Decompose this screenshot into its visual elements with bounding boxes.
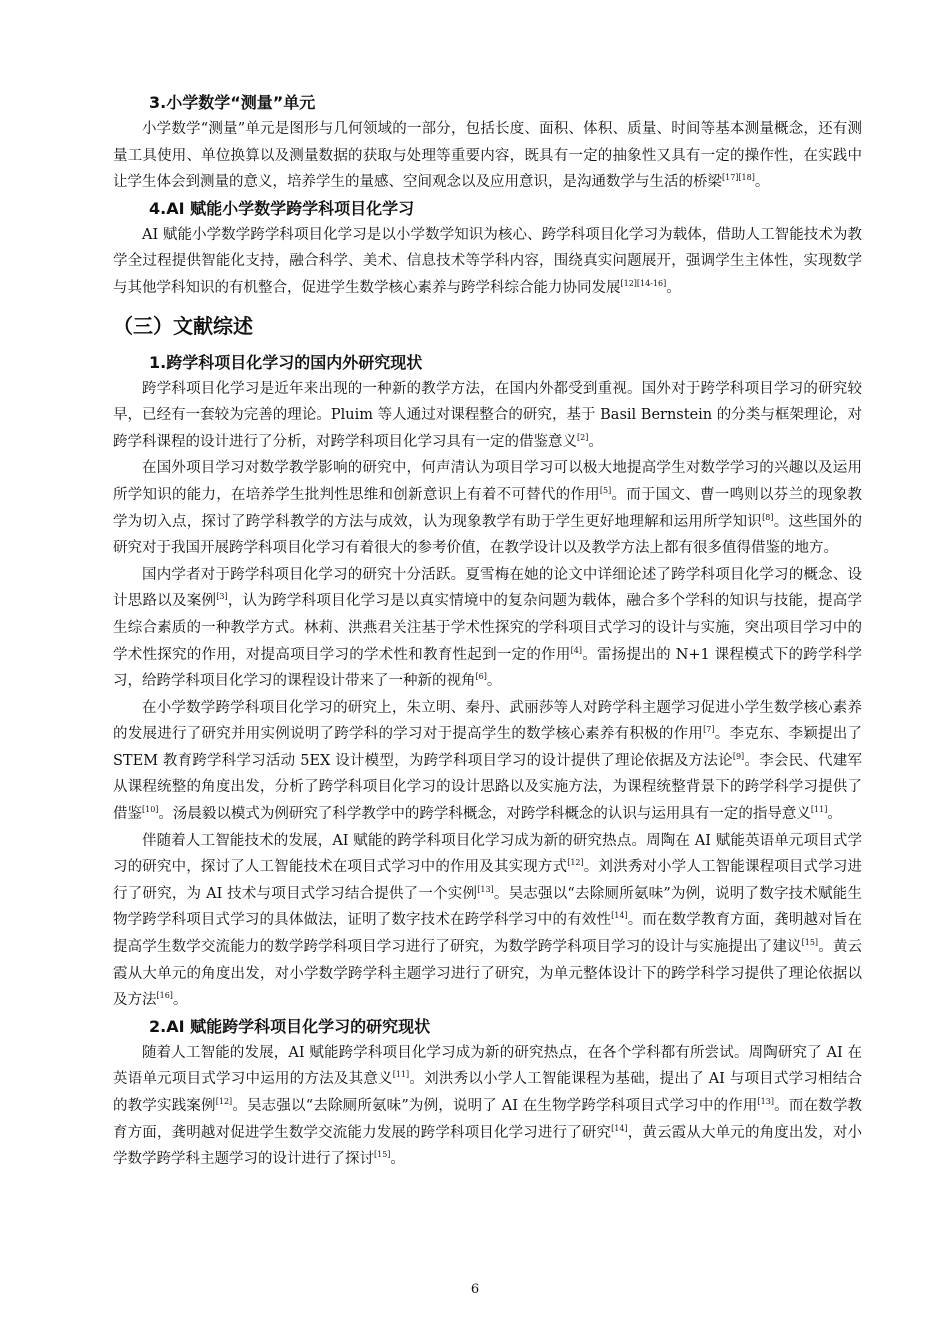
citation-marker: [14] bbox=[611, 1123, 628, 1133]
citation-marker: [15] bbox=[374, 1150, 391, 1160]
text-run: 。李克东、李颖提出了 STEM 教育跨学科学习活动 5EX 设计模型，为跨学科项目学习的设计提供了理论依据及方法论 bbox=[113, 726, 862, 769]
text-run: 。 bbox=[486, 673, 502, 690]
citation-marker: [11] bbox=[392, 1070, 410, 1080]
text-run: AI 赋能小学数学跨学科项目化学习是以小学数学知识为核心、跨学科项目化学习为载体，借助人工智能技术为教学全过程提供智能化支持，融合科学、美术、信息技术等学科内容，围绕真实问题展开，强调学生主体性，实现数学与其他学科知识的有机整合，促进学生数学核心素养与跨学科综合能力协同发展 bbox=[113, 226, 862, 296]
page-content bbox=[113, 90, 862, 1173]
text-run: 。黄云霞从大单元的角度出发，对小学数学跨学科主题学习进行了研究，为单元整体设计下的跨学科学习提供了理论依据以及方法 bbox=[113, 939, 863, 1009]
text-run: 。刘洪秀以小学人工智能课程为基础，提出了 AI 与项目式学习相结合的教学实践案例 bbox=[113, 1071, 863, 1114]
page-number: 6 bbox=[470, 1282, 480, 1297]
text-run: 在小学数学跨学科项目化学习的研究上，朱立明、秦丹、武丽莎等人对跨学科主题学习促进小学生数学核心素养的发展进行了研究并用实例说明了跨学科的学习对于提高学生的数学核心素养有积极的作用 bbox=[113, 699, 862, 743]
citation-marker: [6] bbox=[475, 672, 487, 682]
text-run: 。李会民、代建军从课程统整的角度出发，分析了跨学科项目化学习的设计思路以及实施方法，为课程统整背景下的跨学科学习提供了借鉴 bbox=[113, 752, 863, 823]
body-paragraph bbox=[113, 562, 862, 695]
text-run: ，认为跨学科项目化学习是以真实情境中的复杂问题为载体，融合多个学科的知识与技能，提高学生综合素质的一种教学方式。林莉、洪燕君关注基于学术性探究的学科项目式学习的设计与实施，突出项目学习中的学术性探究的作用，对提高项目学习的学术性和教育性起到一定的作用 bbox=[113, 593, 863, 663]
citation-marker: [15] bbox=[801, 938, 819, 948]
text-run: 小学数学“测量”单元是图形与几何领域的一部分，包括长度、面积、体积、质量、时间等基本测量概念，还有测量工具使用、单位换算以及测量数据的获取与处理等重要内容，既具有一定的抽象性又具有一定的操作性，在实践中让学生体会到测量的意义，培养学生的量感、空间观念以及应用意识，是沟通数学与生活的桥梁 bbox=[113, 121, 862, 191]
body-paragraph bbox=[113, 116, 862, 196]
citation-marker: [16] bbox=[156, 991, 173, 1001]
citation-marker: [9] bbox=[732, 751, 745, 761]
body-paragraph bbox=[113, 828, 862, 1014]
text-run: 。 bbox=[754, 174, 770, 191]
body-paragraph bbox=[113, 376, 862, 456]
text-run: 。雷扬提出的 N+1 课程模式下的跨学科学习，给跨学科项目化学习的课程设计带来了一种新的视角 bbox=[113, 646, 863, 690]
citation-marker: [10] bbox=[142, 805, 159, 815]
text-run: 。这些国外的研究对于我国开展跨学科项目化学习有着很大的参考价值，在教学设计以及教学方法上都有很多值得借鉴的地方。 bbox=[113, 513, 863, 557]
citation-marker: [3] bbox=[216, 592, 228, 602]
citation-marker: [11] bbox=[810, 805, 828, 815]
text-run: 。吴志强以“去除厕所氨味”为例，说明了数字技术赋能生物学跨学科项目式学习的具体做法，证明了数字技术在跨学科学习中的有效性 bbox=[113, 885, 863, 929]
text-run: 。 bbox=[666, 279, 681, 296]
body-paragraph bbox=[113, 455, 862, 561]
text-run: 。刘洪秀对小学人工智能课程项目式学习进行了研究，为 AI 技术与项目式学习结合提供了一个实例 bbox=[113, 859, 863, 902]
text-run: 。 bbox=[172, 992, 188, 1009]
citation-marker: [2] bbox=[577, 432, 589, 442]
citation-marker: [5] bbox=[599, 485, 612, 495]
text-run: 跨学科项目化学习是近年来出现的一种新的教学方法，在国内外都受到重视。国外对于跨学科项目学习的研究较早，已经有一套较为完善的理论。Pluim 等人通过对课程整合的研究，基于 Basil Bernstein 的分类与框架理论，对跨学科课程的设计进行了分析，对跨学科项目化学习具有一定的借鉴意义 bbox=[113, 380, 862, 450]
citation-marker: [17][18] bbox=[722, 173, 755, 183]
citation-marker: [8] bbox=[762, 512, 774, 522]
text-run: 在国外项目学习对数学教学影响的研究中，何声清认为项目学习可以极大地提高学生对数学学习的兴趣以及运用所学知识的能力，在培养学生批判性思维和创新意识上有着不可替代的作用 bbox=[113, 460, 862, 503]
text-run: 。而于国文、曹一鸣则以芬兰的现象教学为切入点，探讨了跨学科教学的方法与成效，认为现象教学有助于学生更好地理解和运用所学知识 bbox=[113, 486, 863, 530]
text-run: 。吴志强以“去除厕所氨味”为例，说明了 AI 在生物学跨学科项目式学习中的作用 bbox=[232, 1098, 758, 1114]
text-run: 。 bbox=[588, 433, 603, 450]
body-paragraph bbox=[113, 222, 862, 302]
section-heading: 4.AI 赋能小学数学跨学科项目化学习 bbox=[149, 198, 415, 218]
text-run: 。汤晨毅以模式为例研究了科学教学中的跨学科概念，对跨学科概念的认识与运用具有一定的指导意义 bbox=[158, 806, 811, 823]
section-heading: 3.小学数学“测量”单元 bbox=[149, 93, 316, 112]
text-run: 伴随着人工智能技术的发展，AI 赋能的跨学科项目化学习成为新的研究热点。周陶在 AI 赋能英语单元项目式学习的研究中，探讨了人工智能技术在项目式学习中的作用及其实现方式 bbox=[113, 832, 862, 876]
text-run: 国内学者对于跨学科项目化学习的研究十分活跃。夏雪梅在她的论文中详细论述了跨学科项目化学习的概念、设计思路以及案例 bbox=[113, 566, 862, 610]
section-heading: 1.跨学科项目化学习的国内外研究现状 bbox=[149, 352, 423, 372]
citation-marker: [12] bbox=[215, 1097, 233, 1106]
body-paragraph bbox=[113, 695, 862, 828]
text-run: 。 bbox=[390, 1151, 405, 1168]
text-run: 。 bbox=[827, 806, 842, 823]
citation-marker: [4] bbox=[570, 645, 582, 655]
text-run: 。而在数学教育方面，龚明越对促进学生数学交流能力发展的跨学科项目化学习进行了研究 bbox=[113, 1098, 863, 1141]
text-run: ，黄云霞从大单元的角度出发，对小学数学跨学科主题学习的设计进行了探讨 bbox=[113, 1124, 863, 1168]
citation-marker: [12] bbox=[567, 858, 584, 868]
section-heading: （三）文献综述 bbox=[113, 313, 253, 338]
text-run: 。而在数学教育方面，龚明越对旨在提高学生数学交流能力的数学跨学科项目学习进行了研究，为数学跨学科项目学习的设计与实施提出了建议 bbox=[113, 912, 863, 956]
text-run: 随着人工智能的发展，AI 赋能跨学科项目化学习成为新的研究热点，在各个学科都有所尝试。周陶研究了 AI 在英语单元项目式学习中运用的方法及其意义 bbox=[113, 1044, 862, 1088]
section-heading: 2.AI 赋能跨学科项目化学习的研究现状 bbox=[149, 1016, 431, 1036]
citation-marker: [12][14-16] bbox=[620, 278, 667, 288]
citation-marker: [7] bbox=[703, 725, 715, 735]
citation-marker: [13] bbox=[757, 1097, 774, 1106]
citation-marker: [14] bbox=[611, 911, 628, 921]
citation-marker: [13] bbox=[477, 884, 494, 894]
body-paragraph bbox=[113, 1040, 862, 1173]
